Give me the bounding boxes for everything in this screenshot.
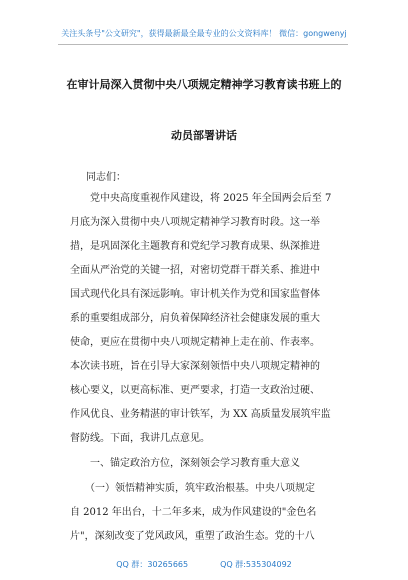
body-line: （一）领悟精神实质，筑牢政治根基。中央八项规定 bbox=[70, 483, 315, 494]
body-line: 使命，更应在贯彻中央八项规定精神上走在前、作表率。 bbox=[70, 337, 320, 348]
body-line: 系的重要组成部分，肩负着保障经济社会健康发展的重大 bbox=[70, 313, 320, 324]
header-divider bbox=[58, 44, 348, 45]
header-banner: 关注头条号"公文研究"，获得最新最全最专业的公文资料库！ 微信：gongwenyj bbox=[61, 29, 347, 38]
body-line: 自 2012 年出台，十二年多来，成为作风建设的"金色名 bbox=[70, 507, 317, 518]
footer-banner: QQ 群：30265665 QQ 群:535304092 bbox=[116, 560, 292, 569]
body-line: 党中央高度重视作风建设，将 2025 年全国两会后至 7 bbox=[70, 193, 332, 204]
document-subtitle: 动员部署讲话 bbox=[171, 129, 237, 142]
body-line: 督防线。下面，我讲几点意见。 bbox=[70, 433, 210, 444]
body-line: 月底为深入贯彻中央八项规定精神学习教育时段。这一举 bbox=[70, 217, 320, 228]
salutation: 同志们： bbox=[86, 172, 126, 183]
body-line: 措，是巩固深化主题教育和党纪学习教育成果、纵深推进 bbox=[70, 241, 320, 252]
body-line: 国式现代化具有深远影响。审计机关作为党和国家监督体 bbox=[70, 289, 320, 300]
body-line: 作风优良、业务精湛的审计铁军，为 XX 高质量发展筑牢监 bbox=[70, 409, 331, 420]
section-heading: 一、锚定政治方位，深刻领会学习教育重大意义 bbox=[70, 458, 300, 469]
document-title: 在审计局深入贯彻中央八项规定精神学习教育读书班上的 bbox=[66, 78, 342, 91]
body-line: 全面从严治党的关键一招，对密切党群干群关系、推进中 bbox=[70, 265, 320, 276]
body-line: 片"，深刻改变了党风政风，重塑了政治生态。党的十八 bbox=[70, 531, 315, 542]
body-line: 本次读书班，旨在引导大家深刻领悟中央八项规定精神的 bbox=[70, 361, 320, 372]
body-line: 核心要义，以更高标准、更严要求，打造一支政治过硬、 bbox=[70, 385, 320, 396]
